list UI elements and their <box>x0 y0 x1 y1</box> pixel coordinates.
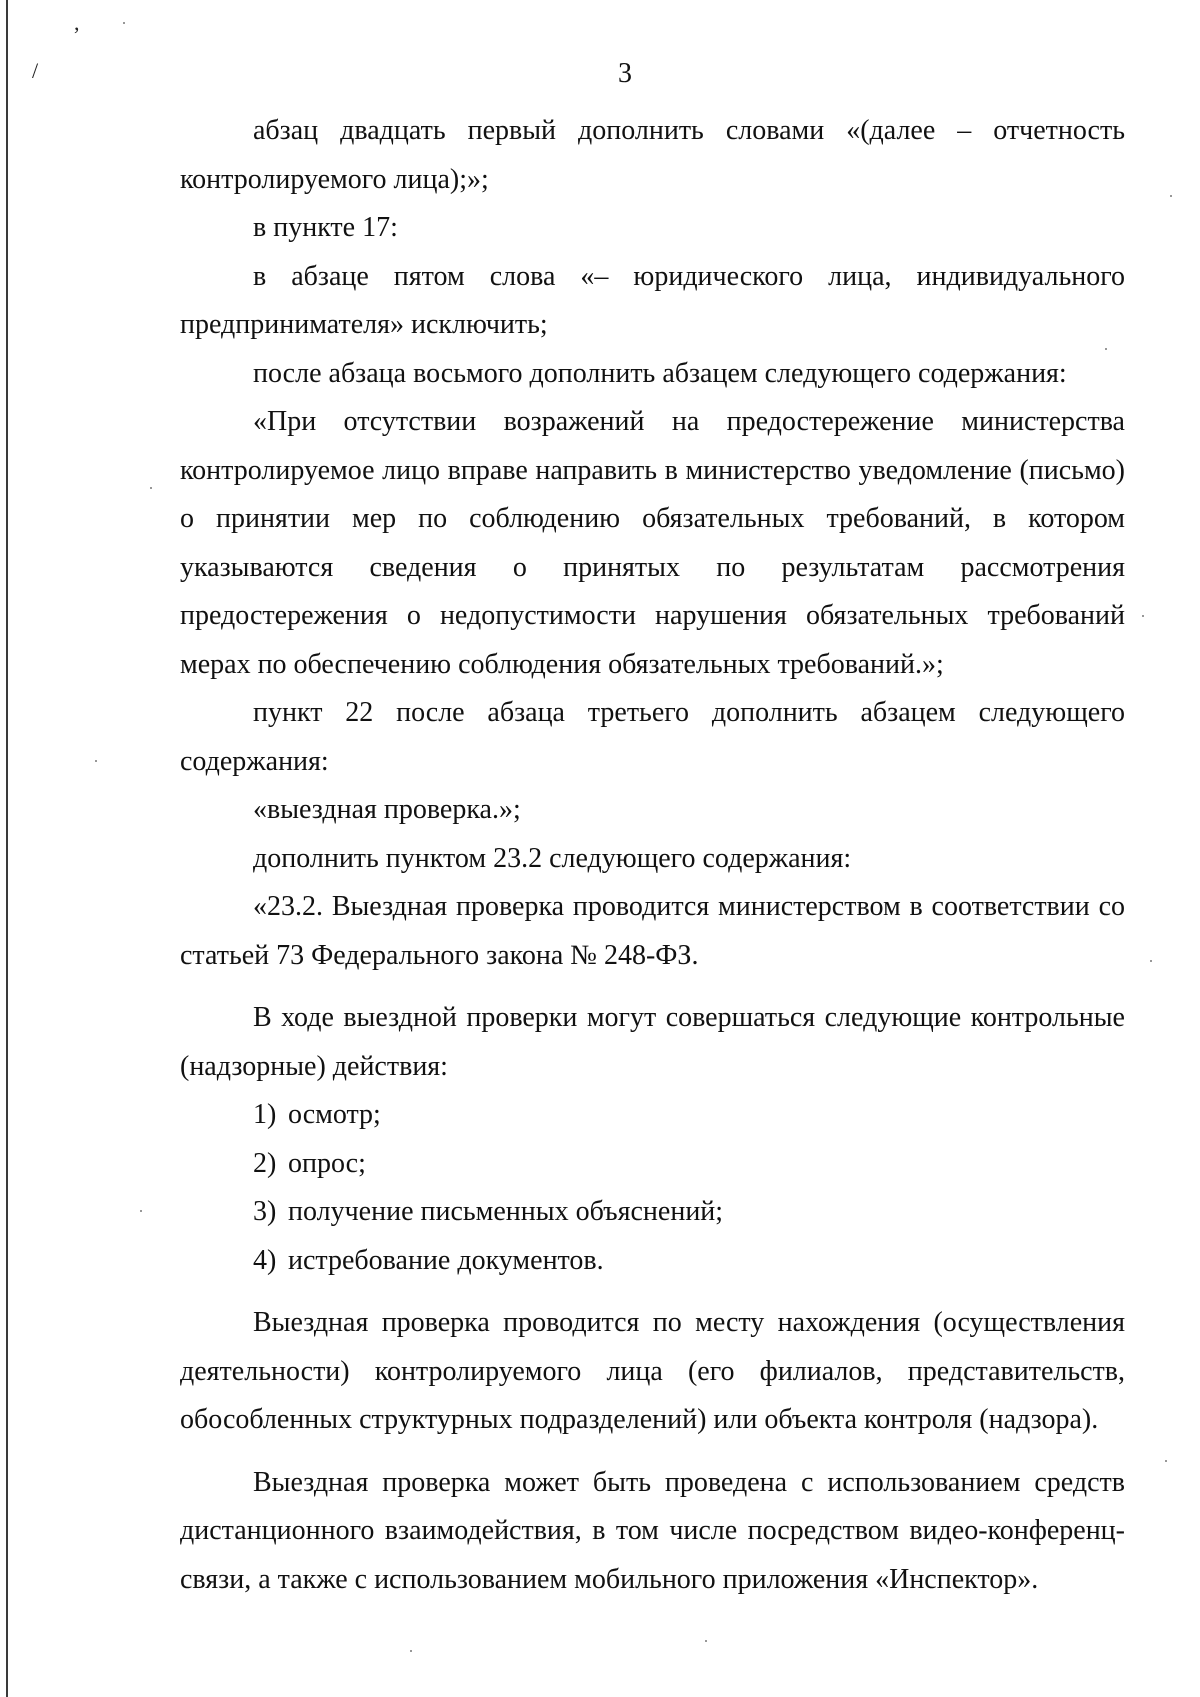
spacer <box>180 980 1125 994</box>
paragraph: дополнить пунктом 23.2 следующего содержания: <box>253 842 852 874</box>
list-number: 4) <box>253 1244 277 1276</box>
list-item <box>180 1237 1125 1286</box>
margin-mark: / <box>32 58 39 83</box>
list-number: 1) <box>253 1099 277 1130</box>
spacer <box>180 1285 1125 1299</box>
scan-speck <box>150 487 152 489</box>
paragraph: в абзаце пятом слова «– юридического лица, индивидуального предпринимателя» исключить; <box>180 260 1125 340</box>
list-text: осмотр; <box>288 1099 381 1130</box>
scan-speck <box>123 22 125 24</box>
paragraph: Выездная проверка может быть проведена с использованием средств дистанционного взаимодействия, в том числе посредством видео-конференц-связи, а также с использованием мобильного приложения «Инспектор». <box>180 1466 1125 1595</box>
scan-speck <box>410 1650 412 1652</box>
paragraph: «выездная проверка.»; <box>253 794 521 825</box>
scan-speck <box>140 1210 142 1212</box>
list-number: 2) <box>253 1147 277 1179</box>
paragraph: абзац двадцать первый дополнить словами «(далее – отчетность контролируемого лица);»; <box>180 115 1125 195</box>
paragraph: «При отсутствии возражений на предостережение министерства контролируемое лицо вправе направить в министерство уведомление (письмо) о принятии мер по соблюдению обязательных требований, в котором указываются сведения о принятых по результатам рассмотрения предостережения о недопустимости нарушения обязательных требований мерах по обеспечению соблюдения обязательных требований.»; <box>180 406 1125 680</box>
scan-speck <box>1170 195 1172 197</box>
margin-mark: , <box>74 10 80 35</box>
list-item <box>180 1140 1125 1189</box>
list-item <box>180 1091 1125 1140</box>
list-text: получение письменных объяснений; <box>288 1196 724 1227</box>
spacer <box>180 1445 1125 1459</box>
scan-speck <box>1165 1460 1167 1462</box>
scan-edge-line <box>6 0 8 1697</box>
scan-speck <box>705 1640 707 1642</box>
paragraph: пункт 22 после абзаца третьего дополнить абзацем следующего содержания: <box>180 697 1125 777</box>
scan-speck <box>1150 960 1152 962</box>
paragraph: в пункте 17: <box>253 212 398 243</box>
paragraph: «23.2. Выездная проверка проводится министерством в соответствии со статьей 73 Федерального закона № 248-ФЗ. <box>180 891 1125 971</box>
list-text: опрос; <box>288 1147 366 1179</box>
scan-speck <box>1142 615 1144 617</box>
page-number: 3 <box>618 58 632 89</box>
scan-speck <box>95 760 97 762</box>
paragraph: В ходе выездной проверки могут совершаться следующие контрольные (надзорные) действия: <box>180 1002 1125 1082</box>
list-item <box>180 1188 1125 1237</box>
paragraph: Выездная проверка проводится по месту нахождения (осуществления деятельности) контролируемого лица (его филиалов, представительств, обособленных структурных подразделений) или объекта контроля (надзора). <box>180 1307 1125 1435</box>
list-number: 3) <box>253 1196 277 1227</box>
scan-speck <box>1105 348 1107 350</box>
list-text: истребование документов. <box>288 1244 604 1276</box>
document-body <box>180 107 1125 1604</box>
paragraph: после абзаца восьмого дополнить абзацем следующего содержания: <box>253 357 1067 389</box>
